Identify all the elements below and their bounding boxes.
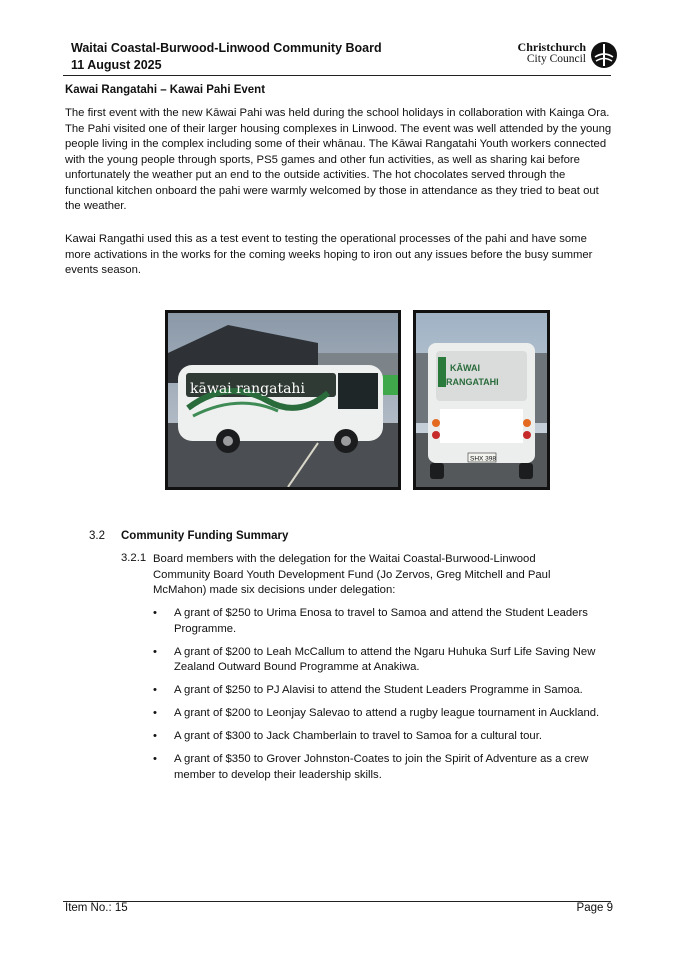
section-title: Kawai Rangatahi – Kawai Pahi Event	[65, 84, 266, 96]
subsection-number: 3.2.1	[121, 552, 147, 564]
logo-line2: City Council	[526, 53, 586, 65]
bus-rear-photo	[413, 310, 550, 490]
board-name: Waitai Coastal-Burwood-Linwood Community Board	[71, 41, 382, 55]
grant-text: A grant of $350 to Grover Johnston-Coates to join the Spirit of Adventure as a crew member to develop their leadership skills.	[174, 753, 589, 781]
grant-text: A grant of $300 to Jack Chamberlain to travel to Samoa for a cultural tour.	[174, 730, 542, 742]
logo-line1: Christchurch	[517, 40, 586, 54]
list-item	[150, 683, 610, 699]
bullet-icon: •	[153, 607, 157, 619]
logo-wordmark	[518, 41, 586, 65]
bus-side-lettering: kāwai rangatahi	[190, 381, 305, 397]
bus-side-photo	[165, 310, 401, 490]
grant-list	[150, 606, 610, 791]
page-number: Page 9	[576, 902, 613, 914]
bullet-icon: •	[153, 730, 157, 742]
council-emblem-icon	[590, 41, 618, 69]
council-logo	[513, 41, 618, 69]
funding-title: Community Funding Summary	[121, 530, 289, 542]
header-divider	[63, 75, 611, 76]
list-item	[150, 706, 610, 722]
grant-text: A grant of $250 to PJ Alavisi to attend the Student Leaders Programme in Samoa.	[174, 684, 583, 696]
list-item	[150, 606, 610, 637]
bus-rear-lettering-1: KĀWAI	[450, 363, 480, 373]
bullet-icon: •	[153, 645, 157, 658]
bullet-icon: •	[153, 684, 157, 696]
bullet-icon: •	[153, 753, 157, 765]
event-paragraph-1: The first event with the new Kāwai Pahi was held during the school holidays in collaboration with Kainga Ora. The Pahi visited one of their larger housing complexes in Linwood. The event was well attended by the young people living in the complex including some of their whānau. The Kāwai Rangatahi Youth workers connected with the young people through sports, PS5 games and other fun activities, as well as sharing kai before unfortunately the weather put an end to the outside activities. The hot chocolates served through the functional kitchen onboard the pahi were warmly welcomed by those in attendance as they tried to beat out the weather.	[65, 107, 612, 212]
funding-intro: Board members with the delegation for the Waitai Coastal-Burwood-Linwood Community Board Youth Development Fund (Jo Zervos, Greg Mitchell and Paul McMahon) made six decisions under delegation:	[153, 553, 551, 596]
bus-rear-plate: SHX 398	[470, 455, 497, 463]
bus-rear-lettering-2: RANGATAHI	[446, 377, 499, 387]
grant-text: A grant of $250 to Urima Enosa to travel to Samoa and attend the Student Leaders Programme.	[174, 607, 588, 635]
list-item	[150, 645, 610, 676]
section-number: 3.2	[89, 530, 105, 542]
grant-text: A grant of $200 to Leah McCallum to attend the Ngaru Huhuka Surf Life Saving New Zealand Outward Bound Programme at Anakiwa.	[174, 645, 596, 673]
event-paragraph-2: Kawai Rangathi used this as a test event to testing the operational processes of the pahi and have some more activations in the works for the coming weeks hoping to iron out any issues before the busy summer events season.	[65, 233, 593, 276]
list-item	[150, 752, 610, 783]
item-number: Item No.: 15	[65, 902, 128, 914]
bullet-icon: •	[153, 707, 157, 719]
footer-divider	[63, 901, 611, 902]
grant-text: A grant of $200 to Leonjay Salevao to attend a rugby league tournament in Auckland.	[174, 707, 600, 719]
meeting-date: 11 August 2025	[71, 58, 162, 72]
list-item	[150, 729, 610, 745]
